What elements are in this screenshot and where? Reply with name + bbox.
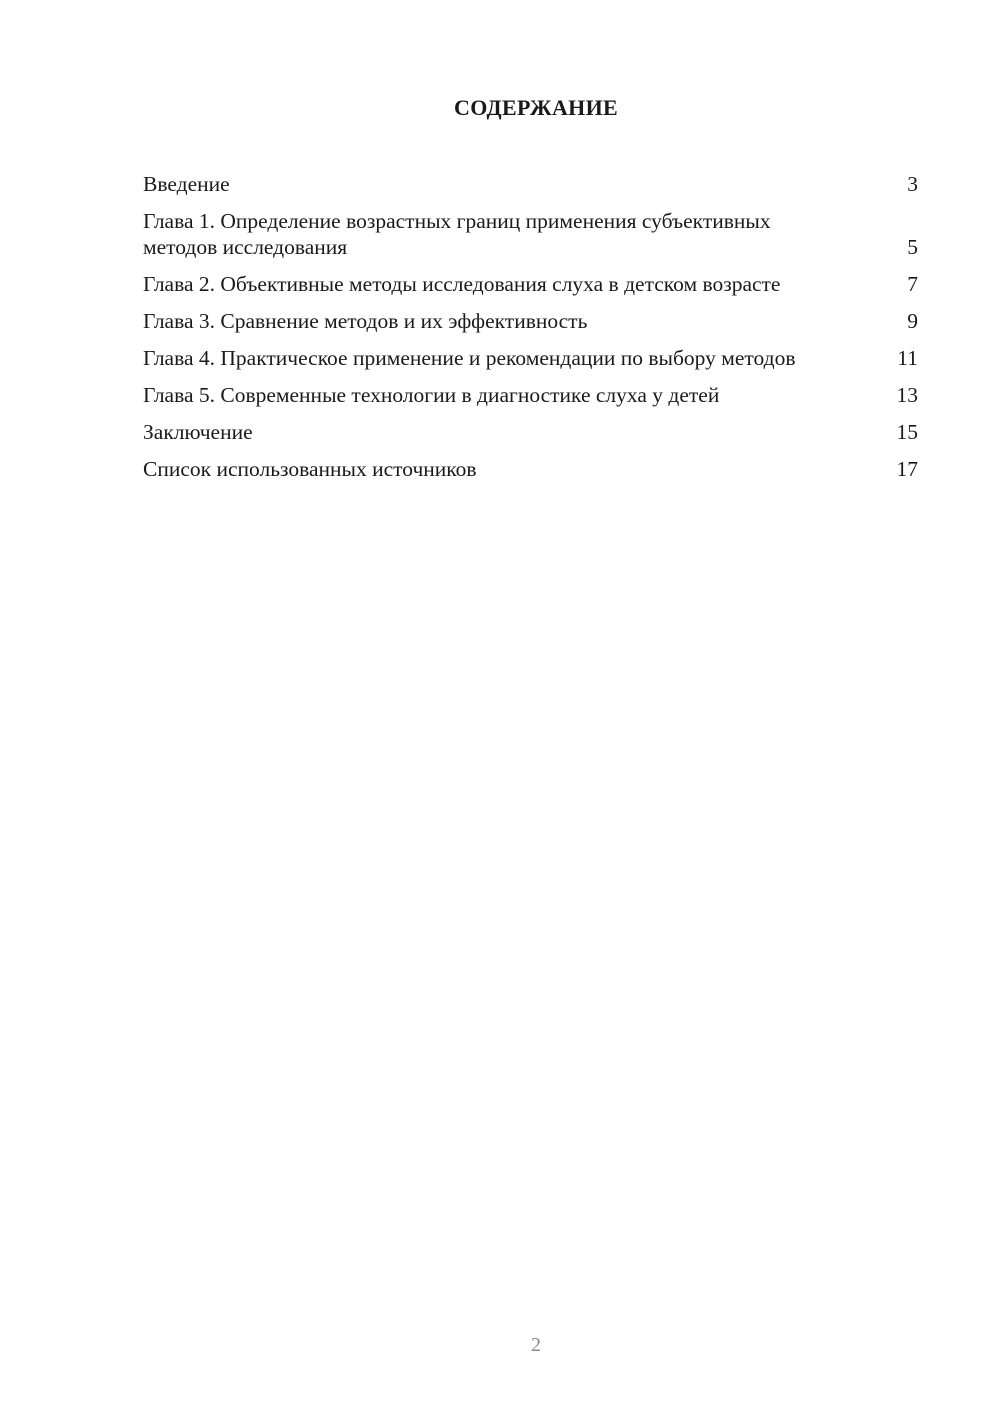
toc-entry-title: Введение bbox=[143, 172, 230, 196]
toc-entry-page: 17 bbox=[896, 457, 918, 481]
toc-entry-page: 9 bbox=[907, 309, 918, 333]
toc-entry-title: Глава 5. Современные технологии в диагностике слуха у детей bbox=[143, 383, 720, 407]
toc-entry-title: Заключение bbox=[143, 420, 253, 444]
toc-entry-page: 11 bbox=[897, 346, 918, 370]
toc-entry-page: 5 bbox=[907, 235, 918, 259]
toc-entry-chapter-4 bbox=[143, 345, 918, 371]
toc-entry-title: Список использованных источников bbox=[143, 457, 477, 481]
toc-entry-chapter-3 bbox=[143, 308, 918, 334]
table-of-contents bbox=[143, 171, 918, 493]
toc-entry-introduction bbox=[143, 171, 918, 197]
toc-entry-page: 7 bbox=[907, 272, 918, 296]
page-number: 2 bbox=[531, 1334, 541, 1356]
toc-entry-conclusion bbox=[143, 419, 918, 445]
toc-entry-page: 13 bbox=[896, 383, 918, 407]
toc-entry-page: 15 bbox=[896, 420, 918, 444]
toc-entry-page: 3 bbox=[907, 172, 918, 196]
toc-entry-chapter-1 bbox=[143, 208, 918, 260]
page-title: СОДЕРЖАНИЕ bbox=[454, 95, 618, 120]
toc-entry-title: Глава 3. Сравнение методов и их эффективность bbox=[143, 309, 588, 333]
toc-entry-chapter-5 bbox=[143, 382, 918, 408]
toc-entry-references bbox=[143, 456, 918, 482]
toc-entry-title: Глава 1. Определение возрастных границ применения субъективных методов исследования bbox=[143, 209, 771, 259]
toc-entry-title: Глава 2. Объективные методы исследования слуха в детском возрасте bbox=[143, 272, 781, 296]
toc-entry-title: Глава 4. Практическое применение и рекомендации по выбору методов bbox=[143, 346, 796, 370]
toc-entry-chapter-2 bbox=[143, 271, 918, 297]
